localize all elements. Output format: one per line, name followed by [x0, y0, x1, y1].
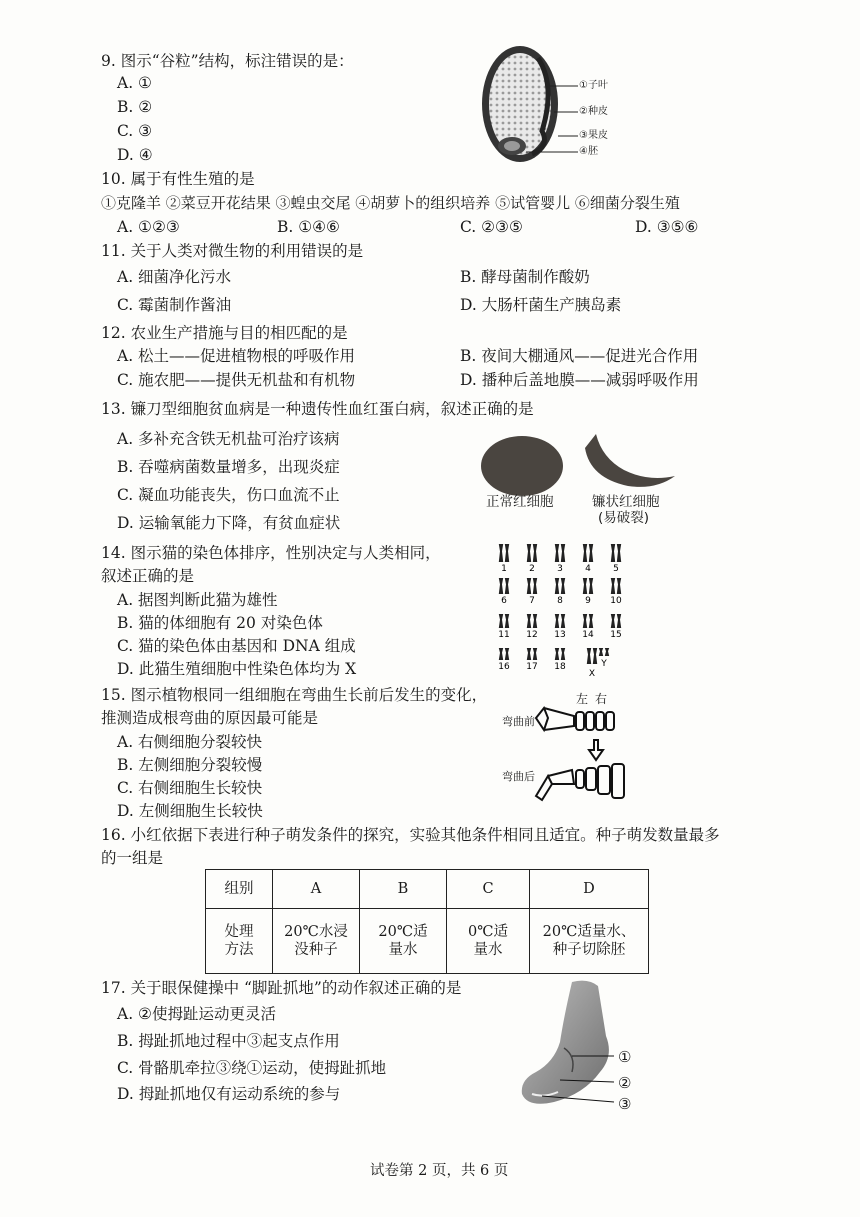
before-bend-label: 弯曲前: [502, 715, 535, 728]
grain-label-cotyledon: ①子叶: [579, 80, 608, 91]
chromosome-15: [611, 614, 621, 628]
root-bending-diagram: [534, 704, 634, 806]
q17-stem: 17. 关于眼保健操中 “脚趾抓地”的动作叙述正确的是: [101, 979, 462, 997]
chromosome-13: [555, 614, 565, 628]
after-bend-label: 弯曲后: [502, 770, 535, 783]
table-header-d: D: [530, 870, 649, 909]
page-footer: 试卷第 2 页，共 6 页: [370, 1163, 509, 1179]
q17-option-c[interactable]: C. 骨骼肌牵拉③绕①运动，使拇趾抓地: [117, 1059, 387, 1077]
chromosome-2: [527, 544, 537, 562]
chromosome-label-X: X: [588, 669, 596, 679]
q11-stem: 11. 关于人类对微生物的利用错误的是: [101, 242, 364, 260]
q14-option-c[interactable]: C. 猫的染色体由基因和 DNA 组成: [117, 637, 356, 655]
foot-label-3: ③: [618, 1095, 632, 1113]
chromosome-16: [499, 648, 509, 660]
chromosome-label-1: 1: [501, 564, 507, 574]
q14-stem-line2: 叙述正确的是: [101, 567, 195, 585]
table-header-c: C: [447, 870, 530, 909]
q9-stem: 9. 图示“谷粒”结构，标注错误的是：: [101, 52, 354, 70]
q11-option-d[interactable]: D. 大肠杆菌生产胰岛素: [460, 296, 622, 314]
grain-label-seed-coat: ②种皮: [579, 106, 608, 117]
chromosome-label-13: 13: [554, 630, 566, 640]
chromosome-label-9: 9: [585, 596, 591, 606]
table-cell-b: 20℃适 量水: [360, 909, 447, 974]
q15-stem-line2: 推测造成根弯曲的原因最可能是: [101, 709, 319, 727]
chromosome-label-10: 10: [610, 596, 622, 606]
chromosome-3: [555, 544, 565, 562]
chromosome-8: [555, 578, 565, 594]
table-cell-method: 处理 方法: [206, 909, 273, 974]
normal-rbc-label: 正常红细胞: [486, 494, 554, 510]
q17-option-d[interactable]: D. 拇趾抓地仅有运动系统的参与: [117, 1085, 341, 1103]
q11-option-b[interactable]: B. 酵母菌制作酸奶: [460, 268, 590, 286]
q12-stem: 12. 农业生产措施与目的相匹配的是: [101, 324, 348, 342]
chromosome-11: [499, 614, 509, 628]
chromosome-label-5: 5: [613, 564, 619, 574]
chromosome-label-6: 6: [501, 596, 507, 606]
chromosome-label-14: 14: [582, 630, 594, 640]
grain-diagram: [470, 36, 640, 174]
foot-label-2: ②: [618, 1074, 632, 1092]
q12-option-a[interactable]: A. 松土——促进植物根的呼吸作用: [117, 347, 356, 365]
chromosome-X: [587, 648, 597, 664]
chromosome-9: [583, 578, 593, 594]
chromosome-label-11: 11: [498, 630, 510, 640]
table-header-b: B: [360, 870, 447, 909]
q12-option-c[interactable]: C. 施农肥——提供无机盐和有机物: [117, 371, 356, 389]
q10-items: ①克隆羊 ②菜豆开花结果 ③蝗虫交尾 ④胡萝卜的组织培养 ⑤试管婴儿 ⑥细菌分裂生殖: [101, 194, 680, 212]
q15-option-d[interactable]: D. 左侧细胞生长较快: [117, 802, 263, 820]
q14-option-b[interactable]: B. 猫的体细胞有 20 对染色体: [117, 614, 323, 632]
q15-option-a[interactable]: A. 右侧细胞分裂较快: [117, 733, 263, 751]
q11-option-a[interactable]: A. 细菌净化污水: [117, 268, 232, 286]
chromosome-label-8: 8: [557, 596, 563, 606]
sickle-rbc-note: (易破裂): [598, 510, 650, 526]
chromosome-12: [527, 614, 537, 628]
q13-option-c[interactable]: C. 凝血功能丧失，伤口血流不止: [117, 486, 340, 504]
table-cell-d: 20℃适量水、 种子切除胚: [530, 909, 649, 974]
table-cell-a: 20℃水浸 没种子: [273, 909, 360, 974]
q9-option-c[interactable]: C. ③: [117, 122, 153, 140]
chromosome-6: [499, 578, 509, 594]
table-cell-c: 0℃适 量水: [447, 909, 530, 974]
grain-label-pericarp: ③果皮: [579, 130, 608, 141]
q16-stem-line1: 16. 小红依据下表进行种子萌发条件的探究，实验其他条件相同且适宜。种子萌发数量最多: [101, 826, 720, 844]
q13-option-a[interactable]: A. 多补充含铁无机盐可治疗该病: [117, 430, 340, 448]
q15-option-b[interactable]: B. 左侧细胞分裂较慢: [117, 756, 263, 774]
q9-option-b[interactable]: B. ②: [117, 98, 153, 116]
normal-rbc: [481, 436, 563, 496]
q17-option-b[interactable]: B. 拇趾抓地过程中③起支点作用: [117, 1032, 340, 1050]
chromosome-label-16: 16: [498, 662, 510, 672]
chromosome-14: [583, 614, 593, 628]
table-header-group: 组别: [206, 870, 273, 909]
q11-option-c[interactable]: C. 霉菌制作酱油: [117, 296, 232, 314]
table-header-a: A: [273, 870, 360, 909]
q10-option-a[interactable]: A. ①②③: [117, 218, 180, 236]
q16-stem-line2: 的一组是: [101, 849, 164, 867]
sickle-rbc: [585, 434, 675, 487]
sickle-rbc-label: 镰状红细胞: [592, 494, 660, 510]
cat-karyotype: [492, 544, 632, 684]
q9-option-a[interactable]: A. ①: [117, 74, 152, 92]
q12-option-b[interactable]: B. 夜间大棚通风——促进光合作用: [460, 347, 699, 365]
q15-stem-line1: 15. 图示植物根同一组细胞在弯曲生长前后发生的变化，: [101, 686, 488, 704]
q15-option-c[interactable]: C. 右侧细胞生长较快: [117, 779, 263, 797]
chromosome-label-18: 18: [554, 662, 566, 672]
q10-stem: 10. 属于有性生殖的是: [101, 170, 255, 188]
chromosome-17: [527, 648, 537, 660]
foot-figure: [514, 976, 654, 1116]
chromosome-label-15: 15: [610, 630, 622, 640]
q13-option-b[interactable]: B. 吞噬病菌数量增多，出现炎症: [117, 458, 340, 476]
chromosome-1: [499, 544, 509, 562]
chromosome-5: [611, 544, 621, 562]
chromosome-10: [611, 578, 621, 594]
q13-stem: 13. 镰刀型细胞贫血病是一种遗传性血红蛋白病，叙述正确的是: [101, 400, 534, 418]
chromosome-Y: [599, 648, 609, 656]
grain-label-embryo: ④胚: [579, 146, 598, 157]
chromosome-label-3: 3: [557, 564, 563, 574]
chromosome-label-7: 7: [529, 596, 535, 606]
chromosome-18: [555, 648, 565, 660]
q14-option-d[interactable]: D. 此猫生殖细胞中性染色体均为 X: [117, 660, 357, 678]
chromosome-label-Y: Y: [601, 659, 607, 669]
q14-option-a[interactable]: A. 据图判断此猫为雄性: [117, 591, 278, 609]
q13-option-d[interactable]: D. 运输氧能力下降，有贫血症状: [117, 514, 341, 532]
q14-stem-line1: 14. 图示猫的染色体排序，性别决定与人类相同，: [101, 544, 441, 562]
chromosome-label-4: 4: [585, 564, 591, 574]
foot-label-1: ①: [618, 1048, 632, 1066]
q10-option-c[interactable]: C. ②③⑤: [460, 218, 523, 236]
root-right-label: 右: [595, 692, 608, 706]
q9-option-d[interactable]: D. ④: [117, 146, 153, 164]
chromosome-4: [583, 544, 593, 562]
q10-option-d[interactable]: D. ③⑤⑥: [635, 218, 699, 236]
germination-table: [205, 869, 649, 974]
q10-option-b[interactable]: B. ①④⑥: [277, 218, 340, 236]
red-blood-cells-figure: [470, 426, 690, 500]
q12-option-d[interactable]: D. 播种后盖地膜——减弱呼吸作用: [460, 371, 699, 389]
chromosome-7: [527, 578, 537, 594]
q17-option-a[interactable]: A. ②使拇趾运动更灵活: [117, 1005, 276, 1023]
chromosome-label-17: 17: [526, 662, 538, 672]
root-left-label: 左: [576, 692, 589, 706]
chromosome-label-2: 2: [529, 564, 535, 574]
chromosome-label-12: 12: [526, 630, 538, 640]
